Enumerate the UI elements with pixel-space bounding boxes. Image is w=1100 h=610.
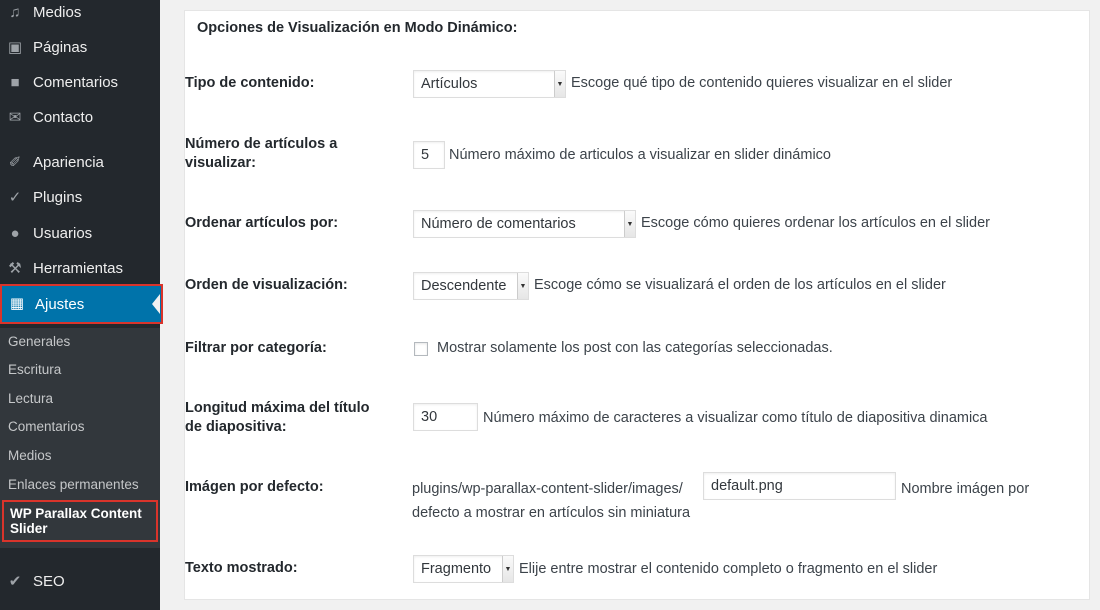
menu-item-contact[interactable]: ✉ Contacto bbox=[8, 108, 94, 126]
default-image-path: plugins/wp-parallax-content-slider/images/ bbox=[412, 481, 683, 497]
title-length-desc: Número máximo de caracteres a visualizar como título de diapositiva dinamica bbox=[483, 410, 988, 426]
menu-item-plugins[interactable]: ✓ Plugins bbox=[8, 188, 83, 206]
chevron-down-icon: ▼ bbox=[624, 211, 635, 237]
menu-item-pages[interactable]: ▣ Páginas bbox=[7, 38, 88, 56]
submenu-item-permalinks[interactable]: Enlaces permanentes bbox=[8, 477, 139, 492]
filter-category-checkbox[interactable] bbox=[414, 342, 428, 356]
num-articles-label: Número de artículos a visualizar: bbox=[185, 136, 338, 171]
menu-item-comments[interactable]: ■ Comentarios bbox=[0, 65, 160, 100]
menu-item-tools[interactable]: ⚒ Herramientas bbox=[8, 259, 124, 277]
content-type-label: Tipo de contenido: bbox=[185, 75, 315, 91]
submenu-item-writing[interactable]: Escritura bbox=[8, 362, 62, 377]
order-dir-desc: Escoge cómo se visualizará el orden de los artículos en el slider bbox=[534, 277, 946, 293]
submenu-item-media[interactable]: Medios bbox=[8, 448, 52, 463]
default-image-input[interactable]: default.png bbox=[703, 472, 896, 500]
filter-category-desc: Mostrar solamente los post con las categorías seleccionadas. bbox=[437, 340, 833, 356]
admin-sidebar bbox=[0, 0, 160, 610]
media-icon: ♫ bbox=[9, 3, 21, 21]
chevron-down-icon: ▼ bbox=[502, 556, 513, 582]
submenu-item-parallax-slider[interactable]: WP Parallax Content Slider bbox=[2, 500, 158, 542]
filter-category-label: Filtrar por categoría: bbox=[185, 340, 327, 356]
title-length-input[interactable]: 30 bbox=[413, 403, 478, 431]
current-menu-arrow bbox=[152, 294, 160, 314]
users-icon: ● bbox=[10, 224, 20, 242]
num-articles-input[interactable]: 5 bbox=[413, 141, 445, 169]
mail-icon: ✉ bbox=[8, 108, 22, 126]
title-length-label: Longitud máxima del título de diapositiva: bbox=[185, 400, 370, 435]
default-image-desc-2: defecto a mostrar en artículos sin miniatura bbox=[412, 505, 691, 521]
order-dir-label: Orden de visualización: bbox=[185, 277, 348, 293]
order-by-desc: Escoge cómo quieres ordenar los artículos en el slider bbox=[641, 215, 990, 231]
submenu-item-reading[interactable]: Lectura bbox=[8, 391, 54, 406]
menu-item-users[interactable]: ● Usuarios bbox=[0, 216, 160, 251]
content-type-desc: Escoge qué tipo de contenido quieres visualizar en el slider bbox=[571, 75, 953, 91]
order-dir-select[interactable]: Descendente ▼ bbox=[413, 272, 529, 300]
order-by-label: Ordenar artículos por: bbox=[185, 215, 339, 231]
content-type-select[interactable]: Artículos ▼ bbox=[413, 70, 566, 98]
active-menu-highlight bbox=[0, 284, 163, 324]
chevron-down-icon: ▼ bbox=[517, 273, 528, 299]
menu-item-appearance[interactable]: ✐ Apariencia bbox=[8, 153, 104, 171]
pages-icon: ▣ bbox=[7, 38, 23, 56]
menu-item-settings[interactable]: ▦ Ajustes bbox=[2, 286, 161, 322]
tools-icon: ⚒ bbox=[8, 259, 22, 277]
comments-icon: ■ bbox=[10, 73, 20, 91]
settings-icon: ▦ bbox=[9, 295, 25, 312]
chevron-down-icon: ▼ bbox=[554, 71, 565, 97]
text-shown-select[interactable]: Fragmento ▼ bbox=[413, 555, 514, 583]
default-image-label: Imágen por defecto: bbox=[185, 479, 324, 495]
section-title: Opciones de Visualización en Modo Dinámico: bbox=[197, 20, 518, 36]
default-image-desc-1: Nombre imágen por bbox=[901, 481, 1030, 497]
submenu-item-discussion[interactable]: Comentarios bbox=[8, 419, 85, 434]
menu-item-seo[interactable]: ✔ SEO bbox=[8, 572, 65, 590]
menu-item-media[interactable]: ♫ Medios bbox=[0, 0, 160, 30]
text-shown-desc: Elije entre mostrar el contenido completo o fragmento en el slider bbox=[519, 561, 938, 577]
appearance-icon: ✐ bbox=[8, 153, 22, 171]
submenu-item-general[interactable]: Generales bbox=[8, 334, 71, 349]
yoast-icon: ✔ bbox=[8, 572, 22, 590]
text-shown-label: Texto mostrado: bbox=[185, 560, 298, 576]
plugins-icon: ✓ bbox=[8, 188, 22, 206]
num-articles-desc: Número máximo de articulos a visualizar en slider dinámico bbox=[449, 147, 831, 163]
order-by-select[interactable]: Número de comentarios ▼ bbox=[413, 210, 636, 238]
